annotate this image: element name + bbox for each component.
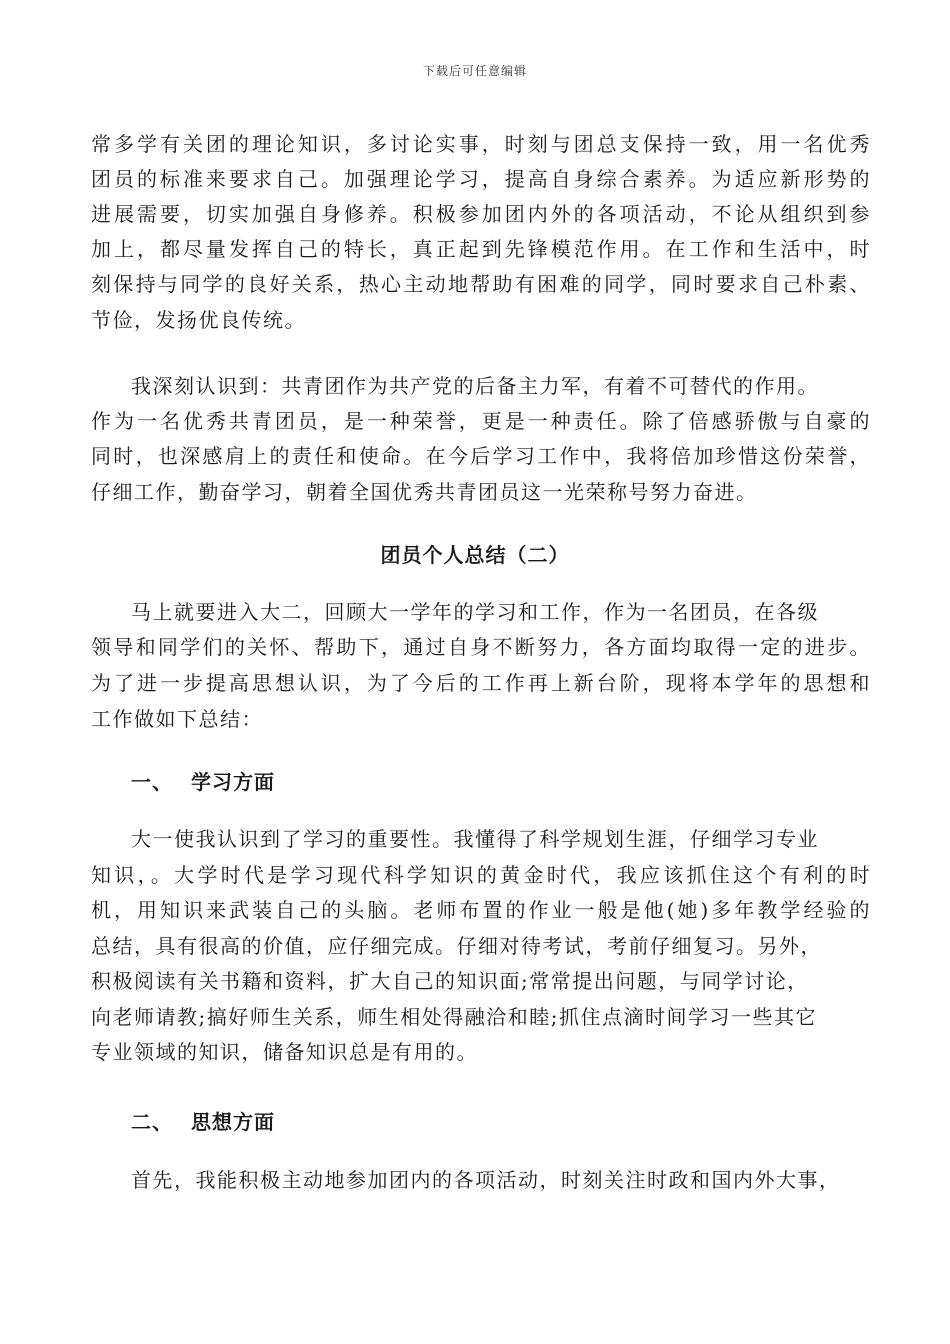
paragraph-line: 进展需要，切实加强自身修养。积极参加团内外的各项活动，不论从组织到参: [91, 202, 871, 226]
paragraph-line: 积极阅读有关书籍和资料，扩大自己的知识面;常常提出问题，与同学讨论，: [91, 969, 809, 993]
section-title: 团员个人总结（二）: [380, 543, 570, 567]
section-number: 二、: [131, 1110, 173, 1134]
section-heading: 思想方面: [191, 1110, 275, 1134]
paragraph-line: 常多学有关团的理论知识，多讨论实事，时刻与团总支保持一致，用一名优秀: [91, 132, 871, 156]
paragraph-line: 工作做如下总结：: [91, 707, 263, 731]
page-header: 下载后可任意编辑: [422, 64, 527, 78]
paragraph-line: 团员的标准来要求自己。加强理论学习，提高自身综合素养。为适应新形势的: [91, 167, 871, 191]
paragraph-line: 向老师请教;搞好师生关系，师生相处得融洽和睦;抓住点滴时间学习一些其它: [91, 1005, 817, 1029]
section-number: 一、: [131, 770, 173, 794]
paragraph-line: 首先，我能积极主动地参加团内的各项活动，时刻关注时政和国内外大事，: [131, 1168, 841, 1192]
paragraph-line: 总结，具有很高的价值，应仔细完成。仔细对待考试，考前仔细复习。另外，: [91, 934, 822, 958]
paragraph-line: 专业领域的知识，储备知识总是有用的。: [91, 1040, 478, 1064]
paragraph-line: 为了进一步提高思想认识，为了今后的工作再上新台阶，现将本学年的思想和: [91, 671, 871, 695]
paragraph-line: 同时，也深感肩上的责任和使命。在今后学习工作中，我将倍加珍惜这份荣誉，: [91, 444, 871, 468]
paragraph-line: 知识，。大学时代是学习现代科学知识的黄金时代，我应该抓住这个有利的时: [91, 863, 871, 887]
paragraph-line: 领导和同学们的关怀、帮助下，通过自身不断努力，各方面均取得一定的进步。: [91, 635, 871, 659]
paragraph-line: 节俭，发扬优良传统。: [91, 308, 306, 332]
paragraph-line: 仔细工作，勤奋学习，朝着全国优秀共青团员这一光荣称号努力奋进。: [91, 480, 758, 504]
paragraph-line: 机，用知识来武装自己的头脑。老师布置的作业一般是他(她)多年教学经验的: [91, 898, 871, 922]
paragraph-line: 我深刻认识到：共青团作为共产党的后备主力军，有着不可替代的作用。: [131, 374, 819, 398]
paragraph-line: 刻保持与同学的良好关系，热心主动地帮助有困难的同学，同时要求自己朴素、: [91, 272, 871, 296]
paragraph-line: 马上就要进入大二，回顾大一学年的学习和工作，作为一名团员，在各级: [131, 600, 819, 624]
paragraph-line: 大一使我认识到了学习的重要性。我懂得了科学规划生涯，仔细学习专业: [131, 827, 819, 851]
paragraph-line: 加上，都尽量发挥自己的特长，真正起到先锋模范作用。在工作和生活中，时: [91, 237, 871, 261]
paragraph-line: 作为一名优秀共青团员，是一种荣誉，更是一种责任。除了倍感骄傲与自豪的: [91, 409, 871, 433]
section-heading: 学习方面: [191, 770, 275, 794]
